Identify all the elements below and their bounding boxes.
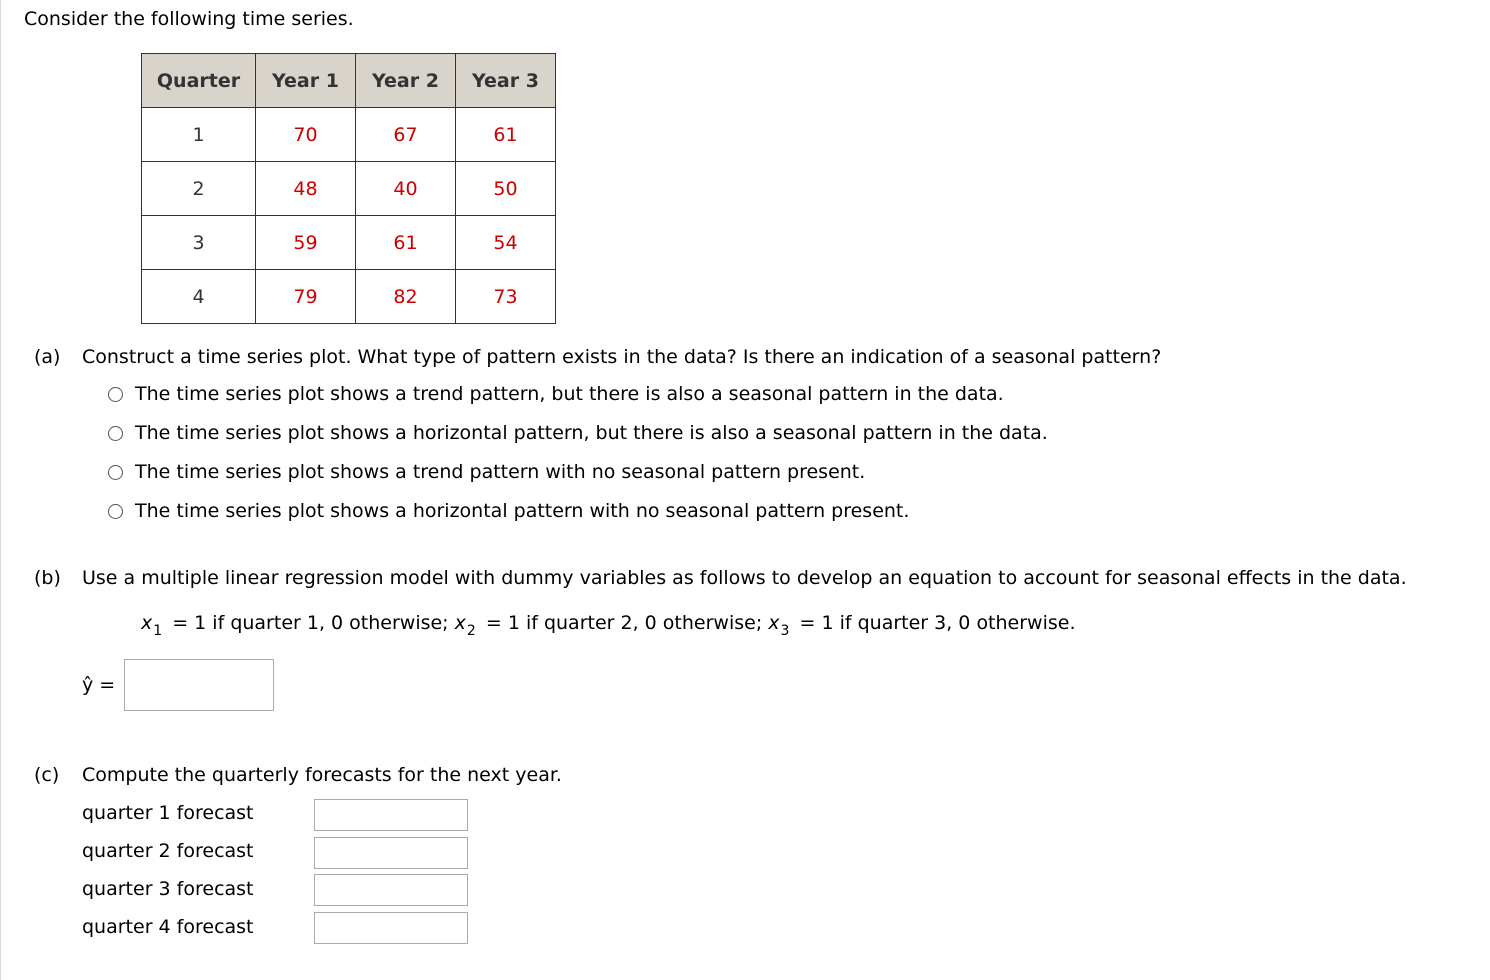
x2-symbol: x bbox=[454, 612, 466, 634]
quarter-cell: 2 bbox=[142, 162, 256, 216]
value-cell: 73 bbox=[456, 270, 556, 324]
x2-subscript: 2 bbox=[466, 623, 476, 639]
intro-text: Consider the following time series. bbox=[24, 8, 354, 30]
option-label: The time series plot shows a horizontal pattern, but there is also a seasonal pattern in the data. bbox=[135, 422, 1048, 444]
part-c-question: Compute the quarterly forecasts for the next year. bbox=[82, 764, 562, 786]
header-quarter: Quarter bbox=[142, 54, 256, 108]
quarter-1-forecast-label: quarter 1 forecast bbox=[82, 802, 254, 824]
part-b-question: Use a multiple linear regression model with dummy variables as follows to develop an equation to account for seasonal effects in the data. bbox=[82, 567, 1407, 589]
quarter-cell: 1 bbox=[142, 108, 256, 162]
value-cell: 67 bbox=[356, 108, 456, 162]
option-trend-no-seasonal[interactable] bbox=[108, 461, 865, 483]
radio-button[interactable] bbox=[108, 465, 123, 480]
value-cell: 48 bbox=[256, 162, 356, 216]
value-cell: 79 bbox=[256, 270, 356, 324]
value-cell: 70 bbox=[256, 108, 356, 162]
radio-button[interactable] bbox=[108, 504, 123, 519]
quarter-3-forecast-label: quarter 3 forecast bbox=[82, 878, 254, 900]
value-cell: 54 bbox=[456, 216, 556, 270]
radio-button[interactable] bbox=[108, 426, 123, 441]
quarter-2-forecast-label: quarter 2 forecast bbox=[82, 840, 254, 862]
x3-subscript: 3 bbox=[780, 623, 790, 639]
option-label: The time series plot shows a trend pattern, but there is also a seasonal pattern in the data. bbox=[135, 383, 1004, 405]
table-row bbox=[142, 162, 556, 216]
value-cell: 40 bbox=[356, 162, 456, 216]
x3-symbol: x bbox=[768, 612, 780, 634]
option-horizontal-no-seasonal[interactable] bbox=[108, 500, 909, 522]
quarter-cell: 3 bbox=[142, 216, 256, 270]
x2-definition: = 1 if quarter 2, 0 otherwise; bbox=[485, 612, 763, 634]
x1-symbol: x bbox=[141, 612, 153, 634]
option-label: The time series plot shows a trend pattern with no seasonal pattern present. bbox=[135, 461, 866, 483]
value-cell: 61 bbox=[356, 216, 456, 270]
yhat-label: ŷ = bbox=[82, 674, 116, 696]
part-c-label: (c) bbox=[34, 764, 60, 786]
part-a-label: (a) bbox=[34, 346, 61, 368]
header-year-3: Year 3 bbox=[456, 54, 556, 108]
option-horizontal-seasonal[interactable] bbox=[108, 422, 1048, 444]
x1-definition: = 1 if quarter 1, 0 otherwise; bbox=[172, 612, 449, 634]
radio-button[interactable] bbox=[108, 387, 123, 402]
table-row bbox=[142, 108, 556, 162]
header-year-2: Year 2 bbox=[356, 54, 456, 108]
header-year-1: Year 1 bbox=[256, 54, 356, 108]
x3-definition: = 1 if quarter 3, 0 otherwise. bbox=[799, 612, 1076, 634]
dummy-variable-definition bbox=[141, 612, 1076, 639]
time-series-table bbox=[141, 53, 556, 324]
table-row bbox=[142, 216, 556, 270]
quarter-3-forecast-input[interactable] bbox=[314, 874, 468, 906]
equation-input[interactable] bbox=[124, 659, 274, 711]
table-header-row bbox=[142, 54, 556, 108]
value-cell: 61 bbox=[456, 108, 556, 162]
x1-subscript: 1 bbox=[153, 623, 163, 639]
table-row bbox=[142, 270, 556, 324]
value-cell: 82 bbox=[356, 270, 456, 324]
quarter-cell: 4 bbox=[142, 270, 256, 324]
quarter-4-forecast-label: quarter 4 forecast bbox=[82, 916, 254, 938]
option-label: The time series plot shows a horizontal pattern with no seasonal pattern present. bbox=[135, 500, 910, 522]
part-a-question: Construct a time series plot. What type of pattern exists in the data? Is there an indication of a seasonal pattern? bbox=[82, 346, 1162, 368]
quarter-2-forecast-input[interactable] bbox=[314, 837, 468, 869]
quarter-1-forecast-input[interactable] bbox=[314, 799, 468, 831]
value-cell: 50 bbox=[456, 162, 556, 216]
option-trend-seasonal[interactable] bbox=[108, 383, 1004, 405]
value-cell: 59 bbox=[256, 216, 356, 270]
part-b-label: (b) bbox=[34, 567, 61, 589]
left-border bbox=[0, 0, 1, 980]
quarter-4-forecast-input[interactable] bbox=[314, 912, 468, 944]
